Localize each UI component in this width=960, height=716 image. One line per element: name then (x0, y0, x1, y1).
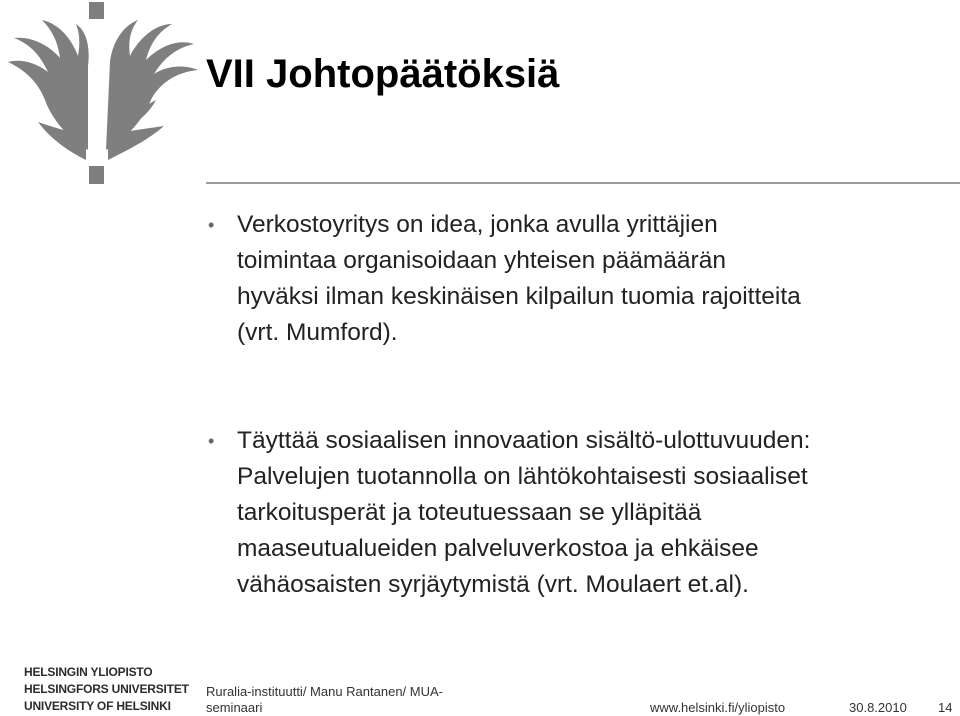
footer-date: 30.8.2010 (849, 700, 907, 715)
footer-author-line1: Ruralia-instituutti/ Manu Rantanen/ MUA- (206, 684, 443, 699)
footer-author (206, 684, 443, 716)
university-name (24, 664, 189, 715)
footer-page-number: 14 (938, 700, 953, 715)
slide-title: VII Johtopäätöksiä (206, 52, 560, 96)
university-name-sv: HELSINGFORS UNIVERSITET (24, 682, 189, 696)
footer-url: www.helsinki.fi/yliopisto (650, 700, 786, 715)
title-divider (206, 182, 960, 184)
bullet-dot-icon: • (208, 431, 215, 451)
logo-block-top (89, 2, 104, 19)
footer-author-line2: seminaari (206, 700, 263, 715)
bullet-dot-icon: • (208, 215, 215, 235)
university-name-en: UNIVERSITY OF HELSINKI (24, 699, 171, 713)
logo-block-bottom (89, 166, 104, 184)
bullet-item (208, 423, 956, 603)
bullet-list (208, 207, 956, 603)
flame-logo-icon (0, 0, 205, 190)
bullet-text: Verkostoyritys on idea, jonka avulla yrittäjien toimintaa organisoidaan yhteisen päämäärän hyväksi ilman keskinäisen kilpailun tuomia rajoitteita (vrt. Mumford). (237, 211, 801, 346)
logo-gap (91, 83, 102, 101)
bullet-text: Täyttää sosiaalisen innovaation sisältö-ulottuvuuden: Palvelujen tuotannolla on lähtökohtaisesti sosiaaliset tarkoitusperät ja toteutuessaan se ylläpitää maaseutualueiden palveluverkostoa ja ehkäisee vähäosaisten syrjäytymistä (vrt. Moulaert et.al). (237, 427, 811, 598)
university-name-fi: HELSINGIN YLIOPISTO (24, 665, 153, 679)
bullet-item (208, 207, 956, 351)
